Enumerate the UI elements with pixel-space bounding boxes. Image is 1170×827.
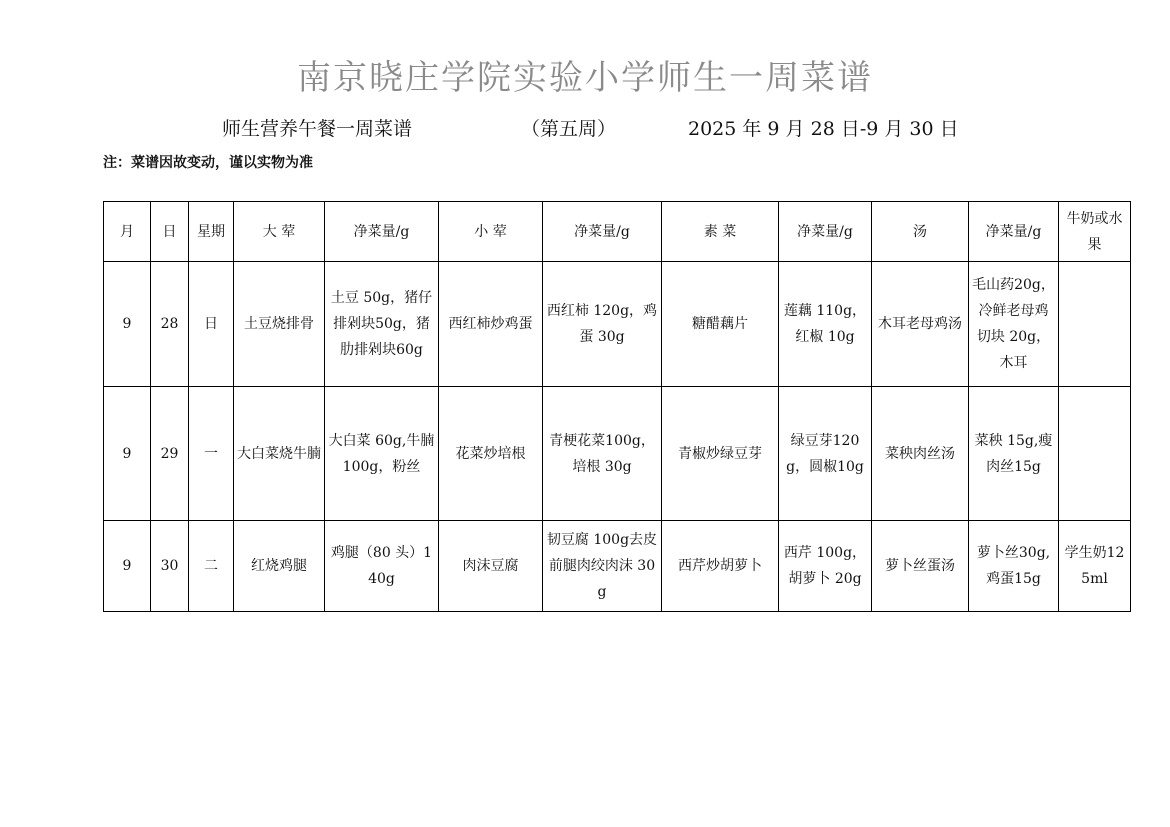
cell-soup: 木耳老母鸡汤 xyxy=(872,262,969,387)
cell-vegetable-amount: 西芹 100g，胡萝卜 20g xyxy=(779,521,872,612)
cell-month: 9 xyxy=(104,262,151,387)
cell-milk-fruit: 学生奶125ml xyxy=(1059,521,1131,612)
page-title: 南京晓庄学院实验小学师生一周菜谱 xyxy=(297,58,873,98)
menu-subtitle: 师生营养午餐一周菜谱 xyxy=(222,118,413,140)
cell-side-meat-amount: 青梗花菜100g，培根 30g xyxy=(543,387,662,521)
cell-weekday: 一 xyxy=(189,387,234,521)
cell-soup-amount: 菜秧 15g,瘦肉丝15g xyxy=(969,387,1059,521)
header-vegetable-amount: 净菜量/g xyxy=(779,202,872,262)
cell-month: 9 xyxy=(104,387,151,521)
cell-weekday: 二 xyxy=(189,521,234,612)
date-range: 2025 年 9 月 28 日-9 月 30 日 xyxy=(688,118,959,140)
cell-day: 29 xyxy=(151,387,189,521)
cell-month: 9 xyxy=(104,521,151,612)
header-month: 月 xyxy=(104,202,151,262)
cell-soup-amount: 萝卜丝30g,鸡蛋15g xyxy=(969,521,1059,612)
cell-weekday: 日 xyxy=(189,262,234,387)
header-main-meat-amount: 净菜量/g xyxy=(325,202,439,262)
cell-milk-fruit xyxy=(1059,387,1131,521)
cell-day: 28 xyxy=(151,262,189,387)
cell-vegetable-amount: 莲藕 110g，红椒 10g xyxy=(779,262,872,387)
cell-day: 30 xyxy=(151,521,189,612)
table-row xyxy=(104,521,1131,612)
header-weekday: 星期 xyxy=(189,202,234,262)
menu-table xyxy=(103,201,1131,612)
cell-vegetable: 西芹炒胡萝卜 xyxy=(662,521,779,612)
header-main-meat: 大 荤 xyxy=(234,202,325,262)
header-milk-fruit: 牛奶或水果 xyxy=(1059,202,1131,262)
cell-main-meat-amount: 土豆 50g，猪仔排剁块50g，猪肋排剁块60g xyxy=(325,262,439,387)
cell-main-meat: 红烧鸡腿 xyxy=(234,521,325,612)
header-day: 日 xyxy=(151,202,189,262)
menu-note: 注：菜谱因故变动，谨以实物为准 xyxy=(103,155,313,171)
cell-main-meat: 土豆烧排骨 xyxy=(234,262,325,387)
cell-vegetable: 青椒炒绿豆芽 xyxy=(662,387,779,521)
header-side-meat: 小 荤 xyxy=(439,202,543,262)
week-label: （第五周） xyxy=(521,118,617,140)
cell-side-meat: 西红柿炒鸡蛋 xyxy=(439,262,543,387)
cell-side-meat: 肉沫豆腐 xyxy=(439,521,543,612)
cell-side-meat: 花菜炒培根 xyxy=(439,387,543,521)
cell-soup: 萝卜丝蛋汤 xyxy=(872,521,969,612)
header-vegetable: 素 菜 xyxy=(662,202,779,262)
cell-side-meat-amount: 西红柿 120g，鸡蛋 30g xyxy=(543,262,662,387)
cell-main-meat-amount: 大白菜 60g,牛腩 100g，粉丝 xyxy=(325,387,439,521)
cell-vegetable-amount: 绿豆芽120g，圆椒10g xyxy=(779,387,872,521)
cell-milk-fruit xyxy=(1059,262,1131,387)
cell-soup-amount: 毛山药20g，冷鲜老母鸡切块 20g，木耳 xyxy=(969,262,1059,387)
cell-main-meat-amount: 鸡腿（80 头）140g xyxy=(325,521,439,612)
cell-soup: 菜秧肉丝汤 xyxy=(872,387,969,521)
cell-side-meat-amount: 韧豆腐 100g去皮前腿肉绞肉沫 30g xyxy=(543,521,662,612)
table-header-row xyxy=(104,202,1131,262)
header-side-meat-amount: 净菜量/g xyxy=(543,202,662,262)
cell-main-meat: 大白菜烧牛腩 xyxy=(234,387,325,521)
table-row xyxy=(104,262,1131,387)
cell-vegetable: 糖醋藕片 xyxy=(662,262,779,387)
header-soup: 汤 xyxy=(872,202,969,262)
header-soup-amount: 净菜量/g xyxy=(969,202,1059,262)
table-row xyxy=(104,387,1131,521)
